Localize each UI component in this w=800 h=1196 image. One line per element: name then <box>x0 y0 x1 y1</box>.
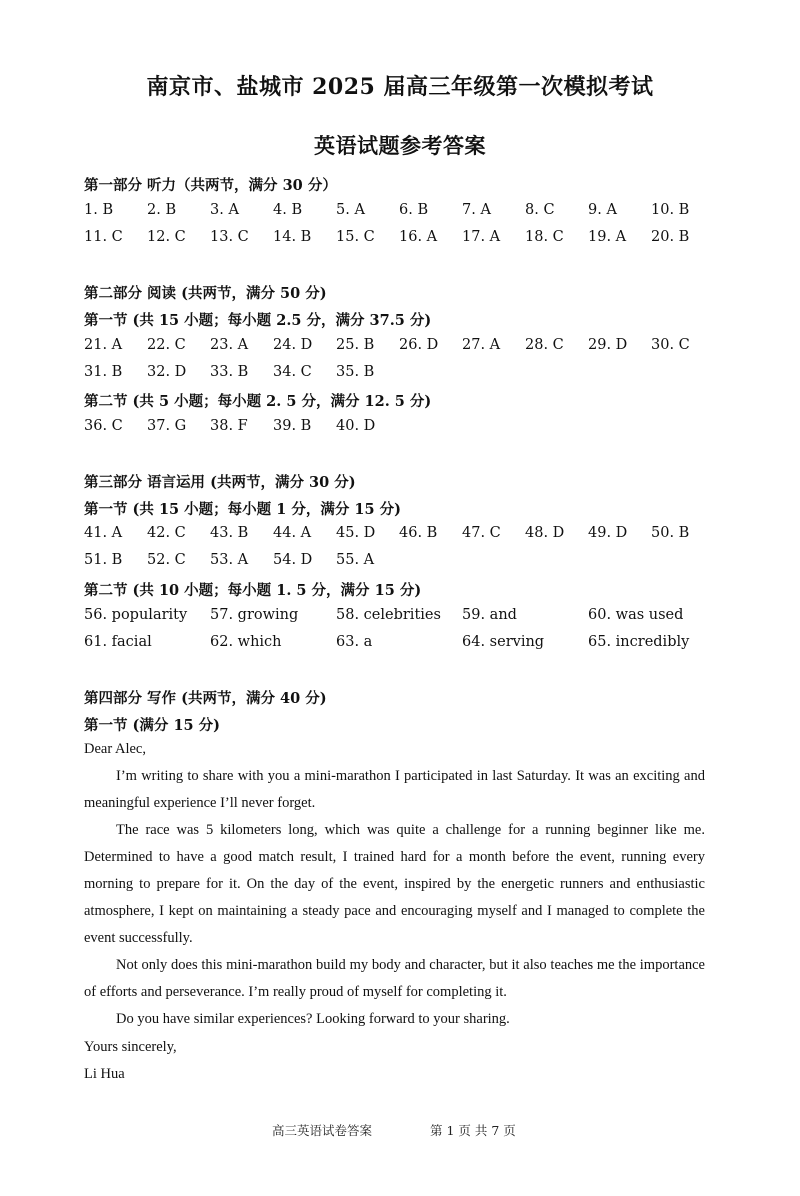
part4-heading: 第四部分 写作 (共两节，满分 40 分) <box>84 690 327 707</box>
answer-cell: 46. B <box>399 525 438 541</box>
answer-cell: 17. A <box>462 229 501 245</box>
answer-cell: 13. C <box>210 229 249 245</box>
letter-closing: Yours sincerely, <box>84 1039 177 1055</box>
answer-cell: 12. C <box>147 229 186 245</box>
part2-heading: 第二部分 阅读 (共两节，满分 50 分) <box>84 285 327 302</box>
answer-cell: 44. A <box>273 525 312 541</box>
part1-heading: 第一部分 听力（共两节，满分 30 分） <box>84 177 337 194</box>
answer-cell: 2. B <box>147 202 177 218</box>
answer-cell: 27. A <box>462 337 501 353</box>
answer-cell: 33. B <box>210 364 249 380</box>
answer-cell: 55. A <box>336 552 375 568</box>
answer-cell: 45. D <box>336 525 376 541</box>
letter-signature: Li Hua <box>84 1066 125 1082</box>
answer-cell: 19. A <box>588 229 627 245</box>
answer-cell: 51. B <box>84 552 123 568</box>
answer-cell: 39. B <box>273 418 312 434</box>
answer-cell: 34. C <box>273 364 312 380</box>
answer-cell: 53. A <box>210 552 249 568</box>
answer-cell: 23. A <box>210 337 249 353</box>
answer-cell: 16. A <box>399 229 438 245</box>
answer-cell: 11. C <box>84 229 123 245</box>
answer-cell: 54. D <box>273 552 313 568</box>
footer-page-number: 第 1 页 共 7 页 <box>430 1123 516 1138</box>
part4-section1-heading: 第一节 (满分 15 分) <box>84 717 221 734</box>
answer-cell: 29. D <box>588 337 628 353</box>
answer-key-subtitle: 英语试题参考答案 <box>314 133 486 158</box>
answer-cell: 3. A <box>210 202 239 218</box>
part2-section1-heading: 第一节 (共 15 小题；每小题 2.5 分，满分 37.5 分) <box>84 312 432 329</box>
answer-cell: 22. C <box>147 337 186 353</box>
answer-cell: 8. C <box>525 202 555 218</box>
answer-cell: 7. A <box>462 202 491 218</box>
answer-cell: 40. D <box>336 418 376 434</box>
answer-cell: 35. B <box>336 364 375 380</box>
answer-cell: 52. C <box>147 552 186 568</box>
part2-section2-heading: 第二节 (共 5 小题；每小题 2. 5 分，满分 12. 5 分) <box>84 393 432 410</box>
answer-cell: 47. C <box>462 525 501 541</box>
answer-cell: 65. incredibly <box>588 634 690 650</box>
answer-cell: 48. D <box>525 525 565 541</box>
answer-cell: 59. and <box>462 607 517 623</box>
letter-paragraph: I’m writing to share with you a mini-marathon I participated in last Saturday. It was an exciting and meaningful experience I’ll never forget. <box>84 768 705 811</box>
part3-section2-heading: 第二节 (共 10 小题；每小题 1. 5 分，满分 15 分) <box>84 582 422 599</box>
answer-cell: 25. B <box>336 337 375 353</box>
answer-cell: 56. popularity <box>84 607 188 623</box>
answer-cell: 20. B <box>651 229 690 245</box>
letter-paragraph: Do you have similar experiences? Looking forward to your sharing. <box>116 1011 510 1027</box>
answer-cell: 32. D <box>147 364 187 380</box>
answer-cell: 49. D <box>588 525 628 541</box>
answer-cell: 4. B <box>273 202 303 218</box>
part3-section1-heading: 第一节 (共 15 小题；每小题 1 分，满分 15 分) <box>84 501 402 518</box>
answer-cell: 18. C <box>525 229 564 245</box>
letter-paragraph: The race was 5 kilometers long, which was quite a challenge for a running beginner like me. Determined to have a good match result, I trained hard for a month before the event, running every morning to prepare for it. On the day of the event, inspired by the energetic runners and enthusiastic atmosphere, I kept on maintaining a steady pace and encouraging myself and I managed to complete the event successfully. <box>84 822 705 946</box>
answer-cell: 64. serving <box>462 634 545 650</box>
answer-cell: 14. B <box>273 229 312 245</box>
answer-cell: 24. D <box>273 337 313 353</box>
answer-cell: 36. C <box>84 418 123 434</box>
answer-cell: 61. facial <box>84 634 152 650</box>
part3-heading: 第三部分 语言运用 (共两节，满分 30 分) <box>84 474 356 491</box>
answer-cell: 58. celebrities <box>336 607 441 623</box>
answer-cell: 50. B <box>651 525 690 541</box>
answer-cell: 63. a <box>336 634 373 650</box>
answer-cell: 62. which <box>210 634 282 650</box>
exam-title: 南京市、盐城市 2025 届高三年级第一次模拟考试 <box>146 74 654 100</box>
footer-doc-name: 高三英语试卷答案 <box>272 1123 373 1138</box>
answer-cell: 21. A <box>84 337 123 353</box>
answer-cell: 37. G <box>147 418 187 434</box>
answer-cell: 42. C <box>147 525 186 541</box>
answer-cell: 26. D <box>399 337 439 353</box>
answer-cell: 9. A <box>588 202 617 218</box>
answer-cell: 10. B <box>651 202 690 218</box>
answer-cell: 30. C <box>651 337 690 353</box>
answer-cell: 57. growing <box>210 607 299 623</box>
letter-paragraph: Not only does this mini-marathon build my body and character, but it also teaches me the importance of efforts and perseverance. I’m really proud of myself for completing it. <box>84 957 705 1000</box>
answer-cell: 28. C <box>525 337 564 353</box>
answer-cell: 1. B <box>84 202 114 218</box>
answer-cell: 60. was used <box>588 607 684 623</box>
answer-cell: 15. C <box>336 229 375 245</box>
answer-cell: 5. A <box>336 202 365 218</box>
answer-cell: 43. B <box>210 525 249 541</box>
answer-cell: 6. B <box>399 202 429 218</box>
answer-cell: 38. F <box>210 418 248 434</box>
letter-salutation: Dear Alec, <box>84 741 146 757</box>
answer-cell: 31. B <box>84 364 123 380</box>
answer-cell: 41. A <box>84 525 123 541</box>
